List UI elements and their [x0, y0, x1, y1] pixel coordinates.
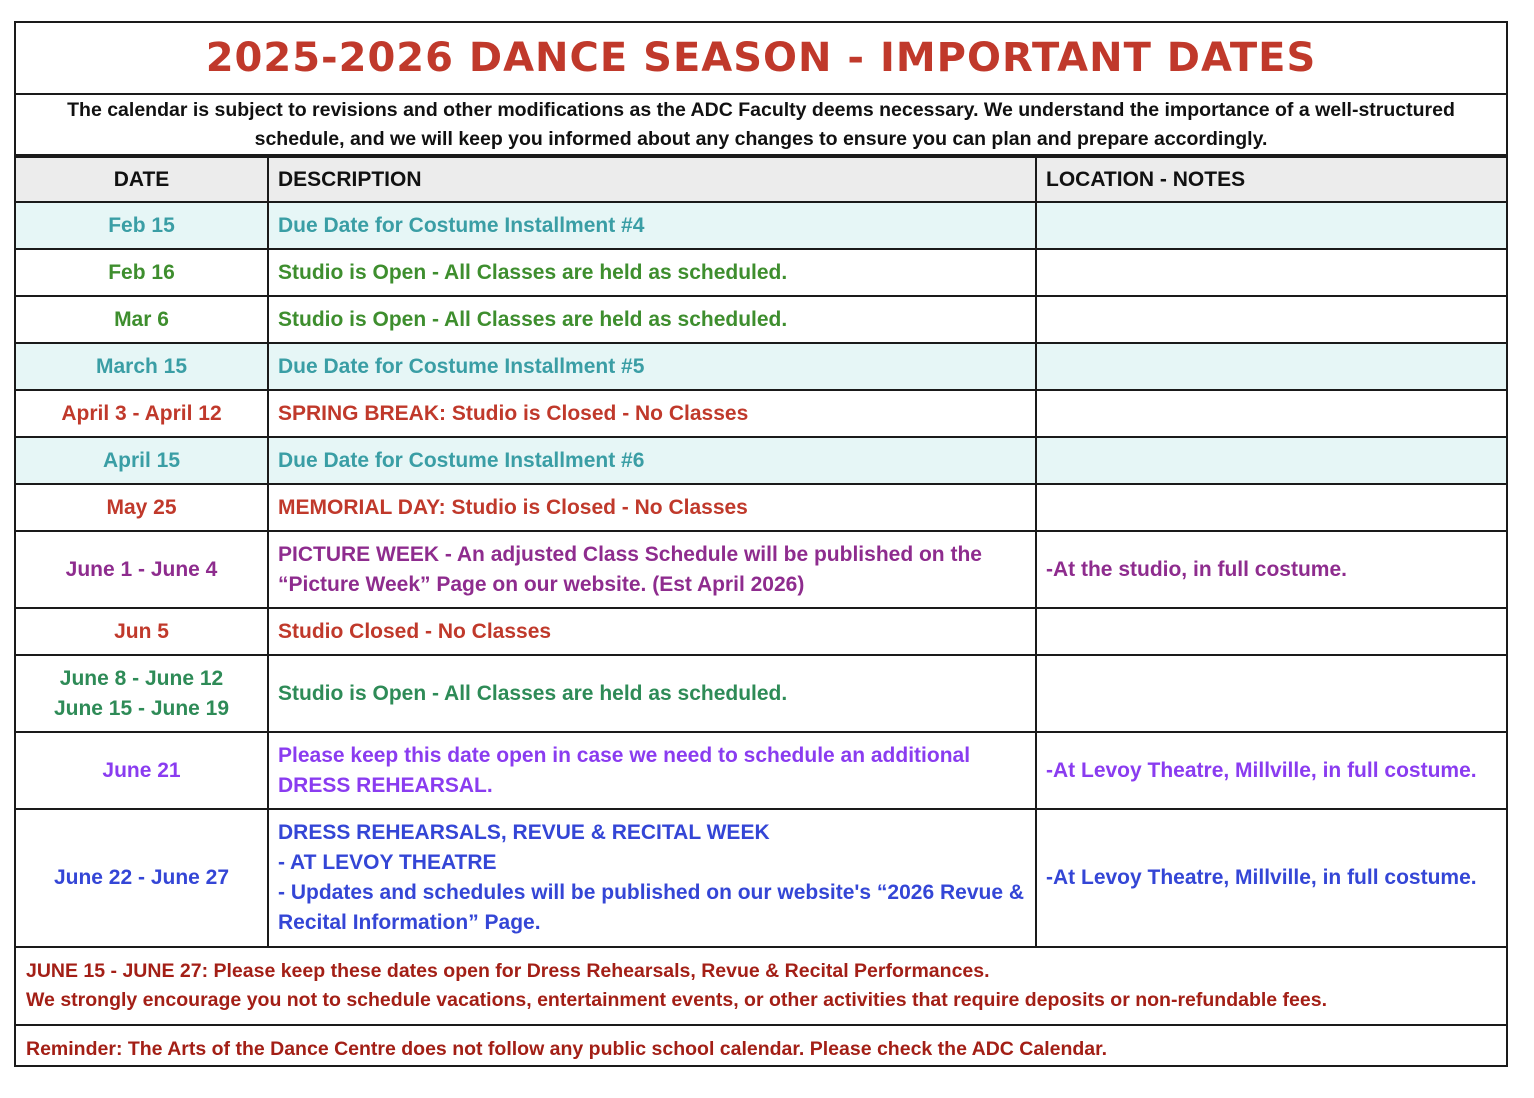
date-cell: June 1 - June 4: [16, 531, 268, 608]
description-cell: Studio Closed - No Classes: [268, 608, 1036, 655]
date-cell: June 21: [16, 732, 268, 809]
notes-cell: [1036, 202, 1506, 249]
description-cell: SPRING BREAK: Studio is Closed - No Classes: [268, 390, 1036, 437]
table-row: [16, 202, 1506, 249]
table-row: [16, 484, 1506, 531]
column-header-description: DESCRIPTION: [268, 157, 1036, 202]
date-cell: Mar 6: [16, 296, 268, 343]
description-cell: Studio is Open - All Classes are held as scheduled.: [268, 296, 1036, 343]
column-header-notes: LOCATION - NOTES: [1036, 157, 1506, 202]
column-header-date: DATE: [16, 157, 268, 202]
footer-reminder: Reminder: The Arts of the Dance Centre does not follow any public school calendar. Please check the ADC Calendar.: [26, 1038, 1108, 1060]
dates-table: [16, 156, 1506, 948]
notes-cell: [1036, 390, 1506, 437]
table-header-row: [16, 157, 1506, 202]
footer-line-2: We strongly encourage you not to schedule vacations, entertainment events, or other activities that require deposits or non-refundable fees.: [26, 989, 1327, 1011]
description-cell: DRESS REHEARSALS, REVUE & RECITAL WEEK - AT LEVOY THEATRE - Updates and schedules will be published on our website's “2026 Revue & Recital Information” Page.: [268, 809, 1036, 947]
notes-cell: [1036, 249, 1506, 296]
description-cell: Due Date for Costume Installment #4: [268, 202, 1036, 249]
description-cell: Please keep this date open in case we need to schedule an additional DRESS REHEARSAL.: [268, 732, 1036, 809]
intro-note: The calendar is subject to revisions and other modifications as the ADC Faculty deems necessary. We understand the importance of a well-structured schedule, and we will keep you informed about any changes to ensure you can plan and prepare accordingly.: [16, 95, 1506, 156]
table-row: [16, 531, 1506, 608]
description-cell: Due Date for Costume Installment #6: [268, 437, 1036, 484]
description-cell: MEMORIAL DAY: Studio is Closed - No Classes: [268, 484, 1036, 531]
date-cell: Feb 15: [16, 202, 268, 249]
table-row: [16, 437, 1506, 484]
notes-cell: [1036, 484, 1506, 531]
table-row: [16, 608, 1506, 655]
date-cell: Feb 16: [16, 249, 268, 296]
date-cell: May 25: [16, 484, 268, 531]
table-row: [16, 249, 1506, 296]
description-cell: Studio is Open - All Classes are held as scheduled.: [268, 249, 1036, 296]
date-cell: April 15: [16, 437, 268, 484]
description-cell: Due Date for Costume Installment #5: [268, 343, 1036, 390]
notes-cell: -At Levoy Theatre, Millville, in full costume.: [1036, 732, 1506, 809]
date-cell: Jun 5: [16, 608, 268, 655]
table-body: [16, 202, 1506, 947]
footer-notice: [16, 948, 1506, 1026]
notes-cell: [1036, 296, 1506, 343]
date-cell: June 22 - June 27: [16, 809, 268, 947]
notes-cell: [1036, 437, 1506, 484]
table-row: [16, 809, 1506, 947]
notes-cell: [1036, 343, 1506, 390]
notes-cell: -At Levoy Theatre, Millville, in full costume.: [1036, 809, 1506, 947]
description-cell: Studio is Open - All Classes are held as scheduled.: [268, 655, 1036, 732]
table-row: [16, 343, 1506, 390]
description-cell: PICTURE WEEK - An adjusted Class Schedule will be published on the “Picture Week” Page on our website. (Est April 2026): [268, 531, 1036, 608]
page-title: 2025-2026 DANCE SEASON - IMPORTANT DATES: [16, 23, 1506, 95]
table-row: [16, 655, 1506, 732]
date-cell: June 8 - June 12 June 15 - June 19: [16, 655, 268, 732]
table-row: [16, 296, 1506, 343]
important-dates-sheet: [14, 21, 1508, 1067]
notes-cell: [1036, 655, 1506, 732]
table-row: [16, 390, 1506, 437]
date-cell: April 3 - April 12: [16, 390, 268, 437]
notes-cell: -At the studio, in full costume.: [1036, 531, 1506, 608]
date-cell: March 15: [16, 343, 268, 390]
footer-line-1: JUNE 15 - JUNE 27: Please keep these dates open for Dress Rehearsals, Revue & Recital Performances.: [26, 960, 990, 982]
table-row: [16, 732, 1506, 809]
notes-cell: [1036, 608, 1506, 655]
